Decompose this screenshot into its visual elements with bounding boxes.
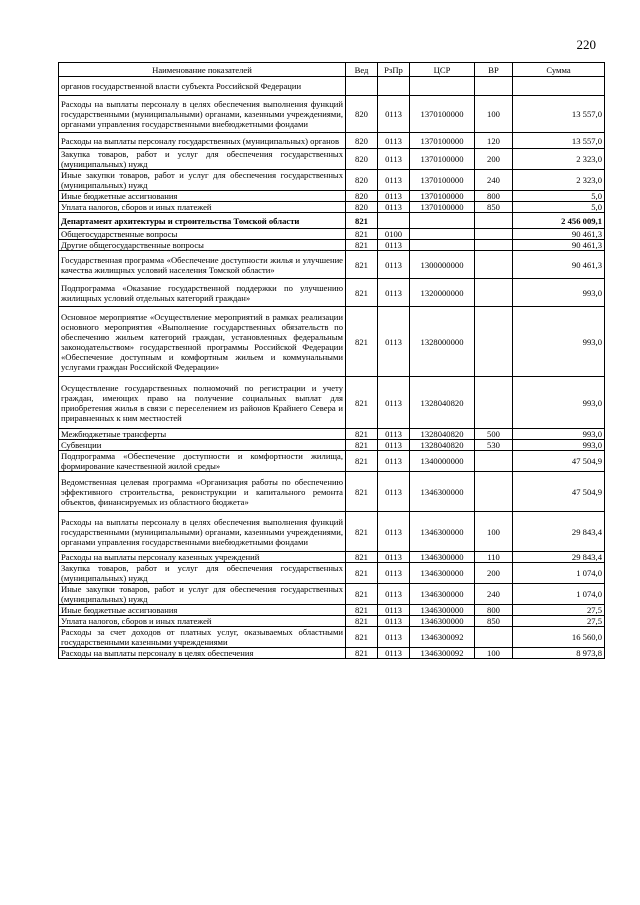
row-vr-cell (475, 240, 513, 251)
row-name-cell: Закупка товаров, работ и услуг для обеспечения государственных (муниципальных) нужд (59, 149, 346, 170)
row-rzpr-cell: 0113 (378, 563, 410, 584)
row-ved-cell: 821 (346, 451, 378, 472)
table-row (59, 627, 605, 648)
row-sum-cell: 1 074,0 (513, 563, 605, 584)
row-name-cell: Другие общегосударственные вопросы (59, 240, 346, 251)
row-vr-cell (475, 229, 513, 240)
row-rzpr-cell: 0100 (378, 229, 410, 240)
row-name-cell: Государственная программа «Обеспечение доступности жилья и улучшение качества жилищных условий населения Томской области» (59, 251, 346, 279)
table-row (59, 149, 605, 170)
row-csr-cell: 1346300000 (410, 552, 475, 563)
row-vr-cell (475, 213, 513, 229)
row-vr-cell: 100 (475, 648, 513, 659)
row-csr-cell (410, 240, 475, 251)
row-csr-cell: 1370100000 (410, 149, 475, 170)
row-name-cell: Подпрограмма «Оказание государственной поддержки по улучшению жилищных условий отдельных категорий граждан» (59, 279, 346, 307)
row-sum-cell (513, 77, 605, 96)
table-row (59, 440, 605, 451)
row-rzpr-cell: 0113 (378, 605, 410, 616)
row-vr-cell: 200 (475, 149, 513, 170)
row-name-cell: Межбюджетные трансферты (59, 429, 346, 440)
row-ved-cell: 821 (346, 240, 378, 251)
row-vr-cell: 800 (475, 191, 513, 202)
row-sum-cell: 1 074,0 (513, 584, 605, 605)
row-ved-cell: 821 (346, 472, 378, 512)
row-rzpr-cell: 0113 (378, 96, 410, 133)
row-vr-cell: 100 (475, 512, 513, 552)
row-csr-cell: 1346300092 (410, 648, 475, 659)
row-sum-cell: 993,0 (513, 440, 605, 451)
column-header-ved: Вед (346, 63, 378, 77)
row-csr-cell: 1328000000 (410, 307, 475, 377)
row-rzpr-cell: 0113 (378, 307, 410, 377)
table-row (59, 605, 605, 616)
row-name-cell: Уплата налогов, сборов и иных платежей (59, 616, 346, 627)
table-row (59, 512, 605, 552)
row-csr-cell: 1346300000 (410, 616, 475, 627)
row-vr-cell: 850 (475, 202, 513, 213)
row-csr-cell (410, 77, 475, 96)
row-ved-cell: 821 (346, 307, 378, 377)
row-rzpr-cell: 0113 (378, 202, 410, 213)
row-vr-cell: 240 (475, 170, 513, 191)
row-sum-cell: 90 461,3 (513, 251, 605, 279)
row-sum-cell: 5,0 (513, 191, 605, 202)
row-ved-cell: 821 (346, 627, 378, 648)
row-csr-cell: 1346300000 (410, 584, 475, 605)
row-ved-cell: 821 (346, 213, 378, 229)
row-csr-cell: 1346300000 (410, 512, 475, 552)
row-ved-cell: 821 (346, 440, 378, 451)
row-name-cell: Иные бюджетные ассигнования (59, 605, 346, 616)
row-sum-cell: 993,0 (513, 307, 605, 377)
row-name-cell: Основное мероприятие «Осуществление мероприятий в рамках реализации основного мероприятия «Выполнение государственных обязательств по обеспечению жильем категорий граждан, установленных федеральным законодательством» государственной программы Российской Федерации «Обеспечение доступным и комфортным жильем и коммунальными услугами граждан Российской Федерации» (59, 307, 346, 377)
row-rzpr-cell: 0113 (378, 616, 410, 627)
budget-table (58, 62, 605, 659)
table-row (59, 377, 605, 429)
table-row (59, 307, 605, 377)
table-row (59, 279, 605, 307)
row-sum-cell: 16 560,0 (513, 627, 605, 648)
row-ved-cell: 821 (346, 552, 378, 563)
row-rzpr-cell: 0113 (378, 149, 410, 170)
row-rzpr-cell (378, 77, 410, 96)
table-row (59, 251, 605, 279)
row-vr-cell: 100 (475, 96, 513, 133)
row-ved-cell: 820 (346, 191, 378, 202)
row-csr-cell: 1340000000 (410, 451, 475, 472)
row-ved-cell: 821 (346, 648, 378, 659)
row-sum-cell: 27,5 (513, 616, 605, 627)
row-rzpr-cell: 0113 (378, 440, 410, 451)
row-sum-cell: 29 843,4 (513, 552, 605, 563)
row-rzpr-cell: 0113 (378, 170, 410, 191)
row-csr-cell: 1370100000 (410, 96, 475, 133)
row-sum-cell: 47 504,9 (513, 472, 605, 512)
row-vr-cell: 110 (475, 552, 513, 563)
row-vr-cell (475, 472, 513, 512)
row-ved-cell: 820 (346, 96, 378, 133)
row-csr-cell: 1370100000 (410, 133, 475, 149)
row-rzpr-cell: 0113 (378, 648, 410, 659)
table-row (59, 96, 605, 133)
row-csr-cell: 1328040820 (410, 429, 475, 440)
row-sum-cell: 90 461,3 (513, 240, 605, 251)
row-ved-cell (346, 77, 378, 96)
row-csr-cell (410, 229, 475, 240)
row-rzpr-cell: 0113 (378, 429, 410, 440)
row-csr-cell: 1370100000 (410, 191, 475, 202)
row-csr-cell: 1328040820 (410, 440, 475, 451)
table-row (59, 240, 605, 251)
row-name-cell: Расходы на выплаты персоналу государственных (муниципальных) органов (59, 133, 346, 149)
table-row (59, 202, 605, 213)
row-ved-cell: 821 (346, 429, 378, 440)
column-header-csr: ЦСР (410, 63, 475, 77)
row-vr-cell (475, 77, 513, 96)
row-name-cell: Осуществление государственных полномочий по регистрации и учету граждан, имеющих право на получение социальных выплат для приобретения жилья в связи с переселением из районов Крайнего Севера и приравненных к ним местностей (59, 377, 346, 429)
table-row (59, 616, 605, 627)
row-vr-cell (475, 451, 513, 472)
row-ved-cell: 820 (346, 202, 378, 213)
row-vr-cell (475, 307, 513, 377)
table-row (59, 170, 605, 191)
column-header-sum: Сумма (513, 63, 605, 77)
row-sum-cell: 993,0 (513, 377, 605, 429)
row-sum-cell: 29 843,4 (513, 512, 605, 552)
table-header-row (59, 63, 605, 77)
row-sum-cell: 8 973,8 (513, 648, 605, 659)
row-rzpr-cell: 0113 (378, 472, 410, 512)
row-ved-cell: 821 (346, 512, 378, 552)
row-rzpr-cell: 0113 (378, 512, 410, 552)
row-ved-cell: 820 (346, 149, 378, 170)
row-vr-cell: 200 (475, 563, 513, 584)
row-csr-cell: 1300000000 (410, 251, 475, 279)
column-header-name: Наименование показателей (59, 63, 346, 77)
row-ved-cell: 821 (346, 229, 378, 240)
row-vr-cell (475, 627, 513, 648)
row-ved-cell: 820 (346, 133, 378, 149)
row-name-cell: Расходы за счет доходов от платных услуг, оказываемых областными государственными казенными учреждениями (59, 627, 346, 648)
row-sum-cell: 90 461,3 (513, 229, 605, 240)
row-ved-cell: 821 (346, 377, 378, 429)
row-vr-cell (475, 279, 513, 307)
row-sum-cell: 13 557,0 (513, 133, 605, 149)
row-vr-cell: 500 (475, 429, 513, 440)
row-name-cell: Иные закупки товаров, работ и услуг для обеспечения государственных (муниципальных) нужд (59, 584, 346, 605)
table-row (59, 213, 605, 229)
row-name-cell: Уплата налогов, сборов и иных платежей (59, 202, 346, 213)
row-sum-cell: 13 557,0 (513, 96, 605, 133)
table-row (59, 133, 605, 149)
row-rzpr-cell: 0113 (378, 627, 410, 648)
table-row (59, 648, 605, 659)
row-sum-cell: 993,0 (513, 429, 605, 440)
table-row (59, 451, 605, 472)
row-sum-cell: 2 323,0 (513, 149, 605, 170)
row-csr-cell (410, 213, 475, 229)
row-csr-cell: 1346300000 (410, 563, 475, 584)
row-sum-cell: 2 323,0 (513, 170, 605, 191)
row-rzpr-cell: 0113 (378, 133, 410, 149)
row-rzpr-cell: 0113 (378, 451, 410, 472)
row-csr-cell: 1328040820 (410, 377, 475, 429)
row-rzpr-cell: 0113 (378, 377, 410, 429)
row-name-cell: Расходы на выплаты персоналу в целях обеспечения выполнения функций государственными (муниципальными) органами, казенными учреждениями, органами управления государственными внебюджетными фондами (59, 96, 346, 133)
row-sum-cell: 47 504,9 (513, 451, 605, 472)
row-sum-cell: 993,0 (513, 279, 605, 307)
table-row (59, 472, 605, 512)
row-csr-cell: 1370100000 (410, 170, 475, 191)
table-row (59, 229, 605, 240)
row-csr-cell: 1346300000 (410, 472, 475, 512)
row-ved-cell: 821 (346, 563, 378, 584)
row-vr-cell: 800 (475, 605, 513, 616)
row-rzpr-cell (378, 213, 410, 229)
row-rzpr-cell: 0113 (378, 251, 410, 279)
row-ved-cell: 821 (346, 251, 378, 279)
row-name-cell: Общегосударственные вопросы (59, 229, 346, 240)
row-rzpr-cell: 0113 (378, 584, 410, 605)
row-ved-cell: 821 (346, 616, 378, 627)
row-name-cell: органов государственной власти субъекта Российской Федерации (59, 77, 346, 96)
row-name-cell: Закупка товаров, работ и услуг для обеспечения государственных (муниципальных) нужд (59, 563, 346, 584)
row-vr-cell: 850 (475, 616, 513, 627)
row-rzpr-cell: 0113 (378, 552, 410, 563)
page-number: 220 (576, 37, 596, 52)
row-vr-cell: 240 (475, 584, 513, 605)
row-rzpr-cell: 0113 (378, 191, 410, 202)
row-ved-cell: 821 (346, 605, 378, 616)
table-row (59, 77, 605, 96)
table-row (59, 191, 605, 202)
row-csr-cell: 1346300092 (410, 627, 475, 648)
table-row (59, 552, 605, 563)
row-name-cell: Расходы на выплаты персоналу в целях обеспечения выполнения функций государственными (муниципальными) органами, казенными учреждениями, органами управления государственными внебюджетными фондами (59, 512, 346, 552)
row-rzpr-cell: 0113 (378, 240, 410, 251)
row-name-cell: Расходы на выплаты персоналу казенных учреждений (59, 552, 346, 563)
column-header-vr: ВР (475, 63, 513, 77)
row-csr-cell: 1370100000 (410, 202, 475, 213)
row-sum-cell: 5,0 (513, 202, 605, 213)
table-row (59, 429, 605, 440)
row-sum-cell: 2 456 009,1 (513, 213, 605, 229)
row-name-cell: Иные бюджетные ассигнования (59, 191, 346, 202)
row-sum-cell: 27,5 (513, 605, 605, 616)
row-ved-cell: 821 (346, 584, 378, 605)
row-name-cell: Субвенции (59, 440, 346, 451)
row-name-cell: Подпрограмма «Обеспечение доступности и комфортности жилища, формирование качественной жилой среды» (59, 451, 346, 472)
row-vr-cell: 530 (475, 440, 513, 451)
row-ved-cell: 820 (346, 170, 378, 191)
table-row (59, 563, 605, 584)
row-rzpr-cell: 0113 (378, 279, 410, 307)
row-name-cell: Департамент архитектуры и строительства Томской области (59, 213, 346, 229)
row-ved-cell: 821 (346, 279, 378, 307)
row-name-cell: Иные закупки товаров, работ и услуг для обеспечения государственных (муниципальных) нужд (59, 170, 346, 191)
table-row (59, 584, 605, 605)
row-vr-cell (475, 377, 513, 429)
row-vr-cell (475, 251, 513, 279)
column-header-rzpr: РзПр (378, 63, 410, 77)
row-vr-cell: 120 (475, 133, 513, 149)
row-name-cell: Ведомственная целевая программа «Организация работы по обеспечению эффективного строительства, реконструкции и капитального ремонта объектов, финансируемых из областного бюджета» (59, 472, 346, 512)
row-csr-cell: 1320000000 (410, 279, 475, 307)
row-name-cell: Расходы на выплаты персоналу в целях обеспечения (59, 648, 346, 659)
row-csr-cell: 1346300000 (410, 605, 475, 616)
